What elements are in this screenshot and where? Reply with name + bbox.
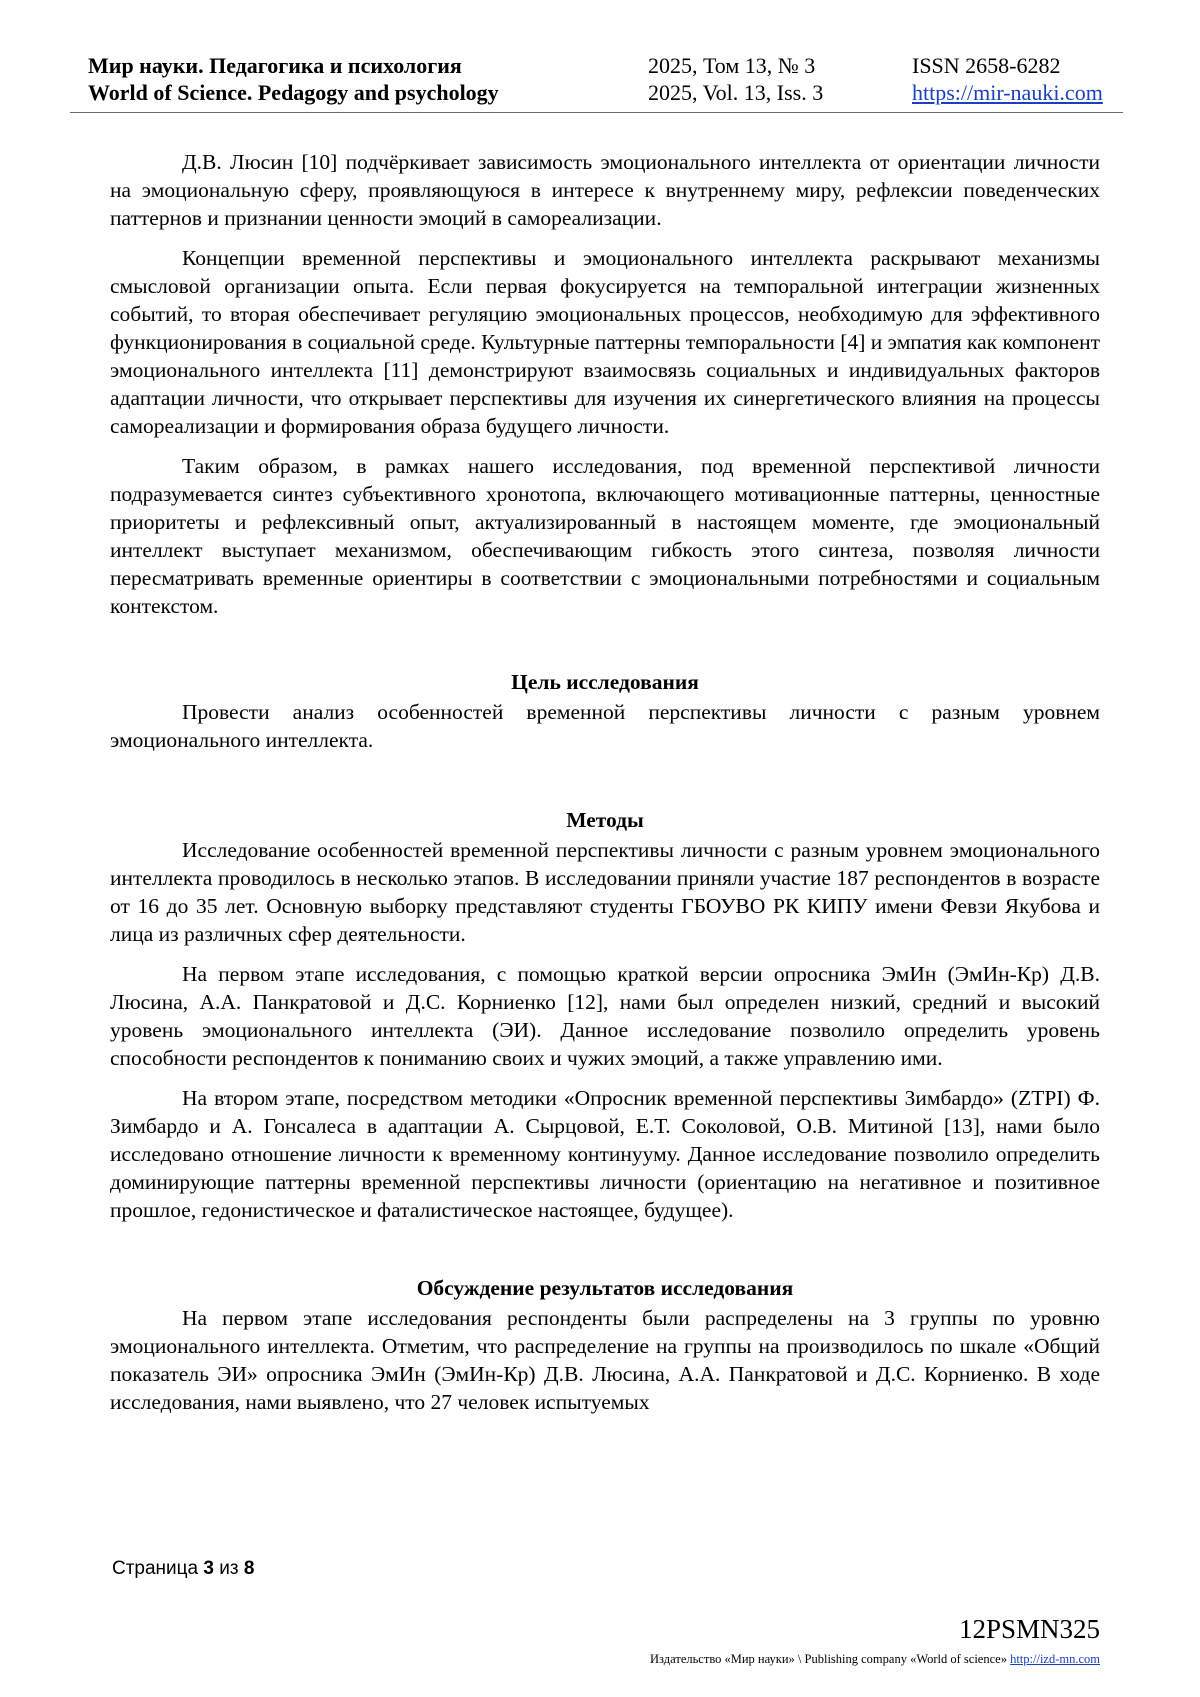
heading-goal: Цель исследования <box>511 670 699 694</box>
publisher-link[interactable]: http://izd-mn.com <box>1010 1652 1100 1666</box>
page-total: 8 <box>243 1558 255 1579</box>
issue-ru: 2025, Том 13, № 3 <box>648 53 816 78</box>
journal-title-block <box>88 52 499 106</box>
page-of: из <box>219 1558 239 1579</box>
issue-en: 2025, Vol. 13, Iss. 3 <box>648 80 824 105</box>
page-word: Страница <box>112 1558 199 1579</box>
journal-title-en: World of Science. Pedagogy and psychology <box>88 80 499 105</box>
paragraph-methods-stage1: На первом этапе исследования, с помощью краткой версии опросника ЭмИн (ЭмИн-Кр) Д.В. Люсина, А.А. Панкратовой и Д.С. Корниенко [12], нами был определен низкий, средний и высокий уровень эмоционального интеллекта (ЭИ). Данное исследование позволило определить уровень способности респондентов к пониманию своих и чужих эмоций, а также управлению ими. <box>110 962 1100 1070</box>
issn: ISSN 2658-6282 <box>912 53 1061 78</box>
paragraph-methods-stage2: На втором этапе, посредством методики «Опросник временной перспективы Зимбардо» (ZTPI) Ф. Зимбардо и А. Гонсалеса в адаптации А. Сырцовой, Е.Т. Соколовой, О.В. Митиной [13], нами было исследовано отношение личности к временному континууму. Данное исследование позволило определить доминирующие паттерны временной перспективы личности (ориентацию на негативное и позитивное прошлое, гедонистическое и фаталистическое настоящее, будущее). <box>110 1086 1100 1222</box>
paragraph-definition: Таким образом, в рамках нашего исследования, под временной перспективой личности подразумевается синтез субъективного хронотопа, включающего мотивационные паттерны, ценностные приоритеты и рефлексивный опыт, актуализированный в настоящем моменте, где эмоциональный интеллект выступает механизмом, обеспечивающим гибкость этого синтеза, позволяя личности пересматривать временные ориентиры в соответствии с эмоциональными потребностями и социальным контекстом. <box>110 454 1100 618</box>
paragraph-goal: Провести анализ особенностей временной перспективы личности с разным уровнем эмоционального интеллекта. <box>110 700 1100 752</box>
page-current: 3 <box>203 1558 214 1579</box>
journal-site-link[interactable]: https://mir-nauki.com <box>912 80 1103 105</box>
article-code: 12PSMN325 <box>958 1614 1100 1644</box>
page-counter <box>112 1558 254 1580</box>
issn-block <box>912 52 1103 106</box>
paragraph-concepts: Концепции временной перспективы и эмоционального интеллекта раскрывают механизмы смысловой организации опыта. Если первая фокусируется на темпоральной интеграции жизненных событий, то вторая обеспечивает регуляцию эмоциональных процессов, необходимую для эффективного функционирования в социальной среде. Культурные паттерны темпоральности [4] и эмпатия как компонент эмоционального интеллекта [11] демонстрируют взаимосвязь социальных и индивидуальных факторов адаптации личности, что открывает перспективы для изучения их синергетического влияния на процессы самореализации и формирования образа будущего личности. <box>110 246 1100 438</box>
paragraph-results-intro: На первом этапе исследования респонденты были распределены на 3 группы по уровню эмоционального интеллекта. Отметим, что распределение на группы на производилось по шкале «Общий показатель ЭИ» опросника ЭмИн (ЭмИн-Кр) Д.В. Люсина, А.А. Панкратовой и Д.С. Корниенко. В ходе исследования, нами выявлено, что 27 человек испытуемых <box>110 1306 1100 1414</box>
heading-results: Обсуждение результатов исследования <box>416 1276 794 1300</box>
paragraph-methods-sample: Исследование особенностей временной перспективы личности с разным уровнем эмоционального интеллекта проводилось в несколько этапов. В исследовании приняли участие 187 респондентов в возрасте от 16 до 35 лет. Основную выборку представляют студенты ГБОУВО РК КИПУ имени Февзи Якубова и лица из различных сфер деятельности. <box>110 838 1100 946</box>
journal-title-ru: Мир науки. Педагогика и психология <box>88 53 462 78</box>
article-body <box>110 148 1100 1428</box>
issue-block <box>648 52 823 106</box>
header-divider <box>70 112 1123 113</box>
paragraph-lyusin: Д.В. Люсин [10] подчёркивает зависимость эмоционального интеллекта от ориентации личности на эмоциональную сферу, проявляющуюся в интересе к внутреннему миру, рефлексии поведенческих паттернов и признании ценности эмоций в самореализации. <box>110 150 1100 230</box>
heading-methods: Методы <box>566 808 644 832</box>
publisher-text: Издательство «Мир науки» \ Publishing company «World of science» <box>650 1652 1007 1666</box>
publisher-line <box>650 1652 1100 1667</box>
